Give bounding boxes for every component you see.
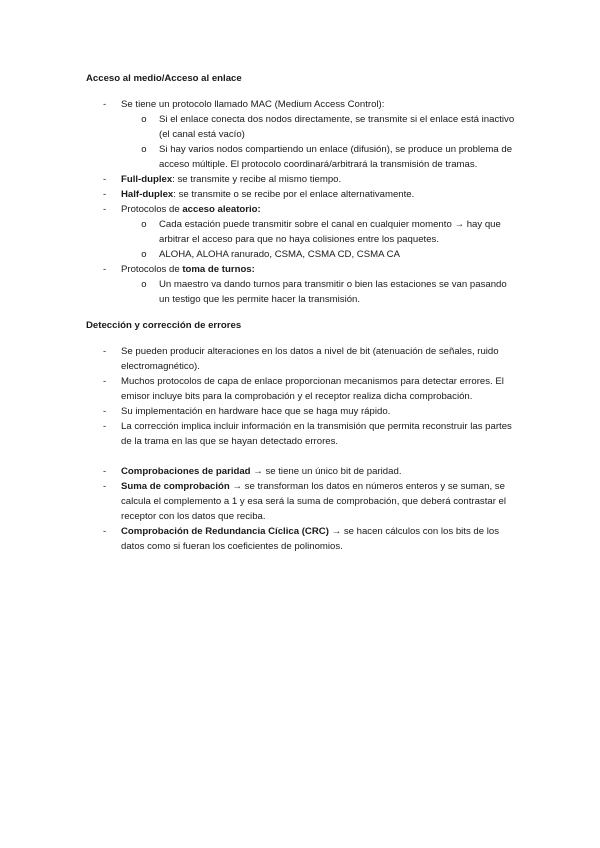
- list-item-crc: [86, 524, 520, 554]
- list-item-random-access: [86, 202, 520, 262]
- half-duplex-term: Half-duplex: [121, 189, 174, 200]
- turn-taking-prefix: Protocolos de: [121, 264, 183, 275]
- mac-sublist: [121, 112, 520, 172]
- parity-text: → se tiene un único bit de paridad.: [250, 466, 402, 477]
- sublist-item: o Un maestro va dando turnos para transmitir o bien las estaciones se van pasando un testigo que les permite hacer la transmisión.: [121, 277, 520, 307]
- list-item: - Se pueden producir alteraciones en los datos a nivel de bit (atenuación de señales, ruido electromagnético).: [86, 344, 520, 374]
- parity-term: Comprobaciones de paridad: [121, 466, 251, 477]
- turn-taking-term: toma de turnos:: [182, 264, 255, 275]
- section-heading-error-detection: Detección y corrección de errores: [86, 320, 242, 331]
- turn-taking-sublist: [121, 277, 520, 307]
- list-item-turn-taking: [86, 262, 520, 307]
- checksum-term: Suma de comprobación →: [121, 481, 243, 492]
- mac-intro-text: Se tiene un protocolo llamado MAC (Medium Access Control):: [121, 99, 385, 110]
- spacer: [86, 449, 520, 464]
- sublist-item: o ALOHA, ALOHA ranurado, CSMA, CSMA CD, CSMA CA: [121, 247, 520, 262]
- sublist-item: o Cada estación puede transmitir sobre el canal en cualquier momento → hay que arbitrar el acceso para que no haya colisiones entre los paquetes.: [121, 217, 520, 247]
- list-item-full-duplex: [86, 172, 520, 187]
- error-detection-list: [86, 344, 520, 449]
- medium-access-list: [86, 97, 520, 307]
- full-duplex-text: : se transmite y recibe al mismo tiempo.: [172, 174, 342, 185]
- full-duplex-term: Full-duplex: [121, 174, 173, 185]
- list-item: - Su implementación en hardware hace que se haga muy rápido.: [86, 404, 520, 419]
- half-duplex-text: : se transmite o se recibe por el enlace alternativamente.: [173, 189, 415, 200]
- checksum-text: se transforman los datos en números enteros y se suman, se calcula el complemento a 1 y esa será la suma de comprobación, que deberá contrastar el receptor con los datos que reciba.: [121, 481, 507, 522]
- list-item-mac: [86, 97, 520, 172]
- sublist-item: o Si el enlace conecta dos nodos directamente, se transmite si el enlace está inactivo (el canal está vacío): [121, 112, 520, 142]
- random-access-prefix: Protocolos de: [121, 204, 183, 215]
- list-item-parity: [86, 464, 520, 479]
- random-access-sublist: [121, 217, 520, 262]
- section-heading-medium-access: Acceso al medio/Acceso al enlace: [86, 73, 242, 84]
- error-methods-list: [86, 464, 520, 554]
- random-access-term: acceso aleatorio:: [182, 204, 261, 215]
- sublist-item: o Si hay varios nodos compartiendo un enlace (difusión), se produce un problema de acceso múltiple. El protocolo coordinará/arbitrará la transmisión de tramas.: [121, 142, 520, 172]
- crc-term: Comprobación de Redundancia Cíclica (CRC): [121, 526, 329, 537]
- list-item-half-duplex: [86, 187, 520, 202]
- list-item: - La corrección implica incluir información en la transmisión que permita reconstruir las partes de la trama en las que se hayan detectado errores.: [86, 419, 520, 449]
- crc-text: → se hacen cálculos con los bits de los datos como si fueran los coeficientes de polinomios.: [121, 526, 500, 552]
- list-item-checksum: [86, 479, 520, 524]
- list-item: - Muchos protocolos de capa de enlace proporcionan mecanismos para detectar errores. El emisor incluye bits para la comprobación y el receptor realiza dicha comprobación.: [86, 374, 520, 404]
